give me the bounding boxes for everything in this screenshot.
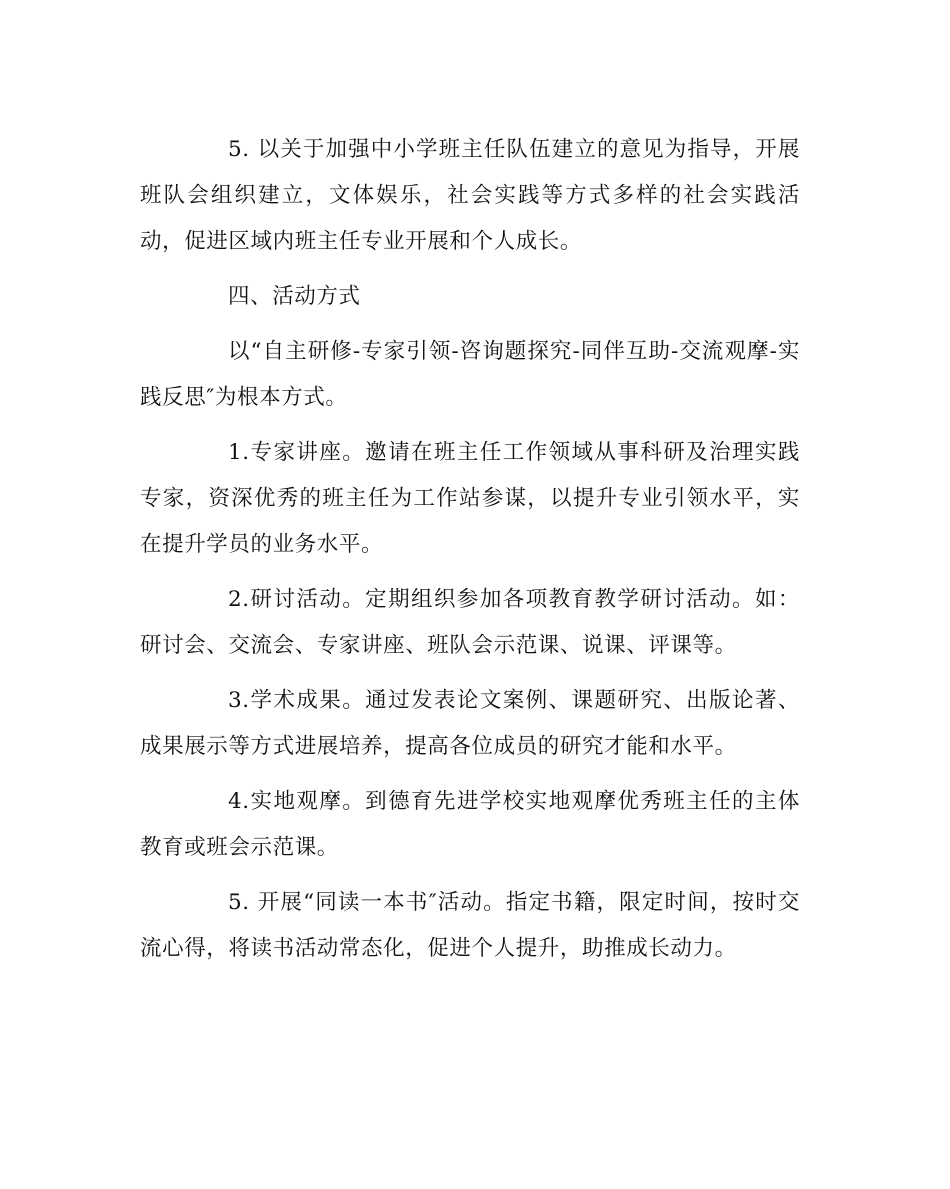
paragraph-guidance: 5. 以关于加强中小学班主任队伍建立的意见为指导，开展班队会组织建立，文体娱乐，社会实践等方式多样的社会实践活动，促进区域内班主任专业开展和个人成长。 — [140, 137, 800, 254]
paragraph-basic-method: 以“自主研修-专家引领-咨询题探究-同伴互助-交流观摩-实践反思″为根本方式。 — [140, 339, 800, 410]
paragraph-reading-activity: 5. 开展“同读一本书″活动。指定书籍，限定时间，按时交流心得，将读书活动常态化，促进个人提升，助推成长动力。 — [140, 890, 800, 961]
section-heading-activity-methods: 四、活动方式 — [228, 284, 361, 309]
paragraph-field-observation: 4.实地观摩。到德育先进学校实地观摩优秀班主任的主体教育或班会示范课。 — [140, 789, 800, 860]
paragraph-expert-lecture: 1.专家讲座。邀请在班主任工作领域从事科研及治理实践专家，资深优秀的班主任为工作站参谋，以提升专业引领水平，实在提升学员的业务水平。 — [140, 440, 800, 557]
document-body — [140, 127, 800, 981]
paragraph-academic-results: 3.学术成果。通过发表论文案例、课题研究、出版论著、成果展示等方式进展培养，提高各位成员的研究才能和水平。 — [140, 688, 800, 759]
paragraph-seminar-activities: 2.研讨活动。定期组织参加各项教育教学研讨活动。如：研讨会、交流会、专家讲座、班队会示范课、说课、评课等。 — [140, 587, 800, 658]
